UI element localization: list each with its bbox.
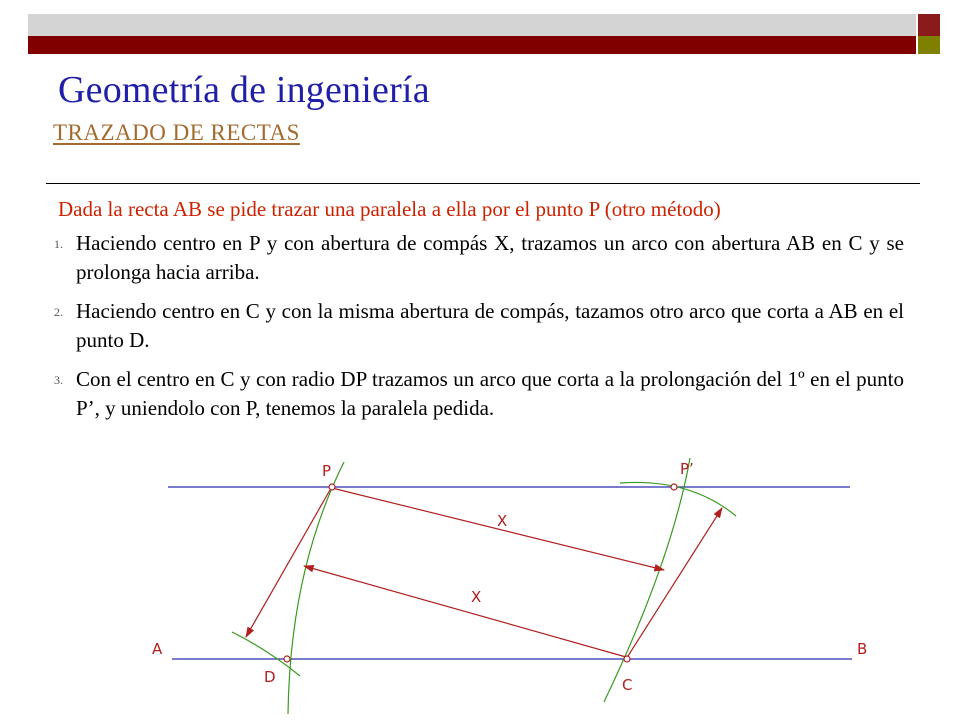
segment-p-to-d — [246, 490, 330, 637]
intro-text: Dada la recta AB se pide trazar una paralela a ella por el punto P (otro método) — [58, 197, 721, 221]
label-x-lower: X — [471, 588, 482, 606]
arc-through-c — [604, 458, 690, 702]
step-text: Haciendo centro en C y con la misma abertura de compás, tazamos otro arco que corta a AB en el punto D. — [76, 299, 904, 352]
label-d: D — [264, 668, 276, 686]
point-d — [284, 656, 290, 662]
slide-subtitle: TRAZADO DE RECTAS — [53, 120, 300, 145]
arc-through-d — [288, 462, 344, 714]
slide-title: Geometría de ingeniería — [58, 69, 430, 111]
step-number: 1. — [54, 237, 63, 251]
label-p-prime: P’ — [680, 460, 694, 478]
point-p — [329, 484, 335, 490]
label-b: B — [857, 640, 868, 658]
step-number: 3. — [54, 373, 63, 387]
label-a: A — [152, 640, 163, 658]
step-text: Haciendo centro en P y con abertura de compás X, trazamos un arco con abertura AB en C y se prolonga hacia arriba. — [76, 231, 904, 284]
label-p: P — [322, 462, 332, 480]
point-c — [624, 656, 630, 662]
segment-c-to-arc — [304, 566, 626, 657]
segment-c-to-p-prime — [628, 508, 722, 656]
label-c: C — [622, 676, 633, 694]
step-text: Con el centro en C y con radio DP trazamos un arco que corta a la prolongación del 1º en el punto P’, y uniendolo con P, tenemos la paralela pedida. — [76, 367, 904, 420]
point-p-prime — [671, 484, 677, 490]
step-number: 2. — [54, 305, 63, 319]
label-x-upper: X — [497, 512, 508, 530]
